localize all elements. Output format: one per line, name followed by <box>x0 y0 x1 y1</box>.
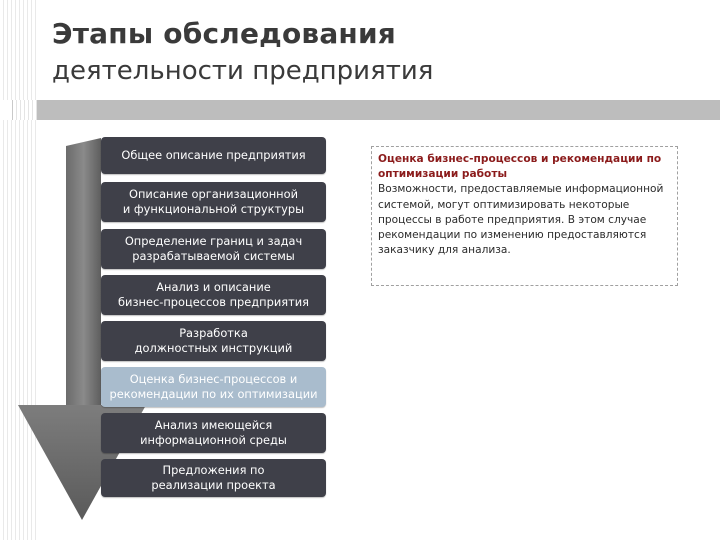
step-label: Общее описание предприятия <box>121 148 306 162</box>
page-subtitle: деятельности предприятия <box>52 56 434 86</box>
step-box-2 <box>101 182 326 222</box>
step-label: Анализ имеющейся информационной среды <box>140 418 287 447</box>
step-label: Оценка бизнес-процессов и рекомендации по их оптимизации <box>109 372 318 401</box>
step-label: Определение границ и задач разрабатываемой системы <box>124 234 303 263</box>
step-box-1 <box>101 137 326 174</box>
step-label: Предложения по реализации проекта <box>151 463 276 492</box>
step-box-8 <box>101 459 326 497</box>
info-body: Возможности, предоставляемые информационной системой, могут оптимизировать некоторые процессы в работе предприятия. В этом случае рекомендации по изменению предоставляются заказчику для анализа. <box>378 183 664 257</box>
step-label: Описание организационной и функциональной структуры <box>122 187 305 216</box>
page-title: Этапы обследования <box>52 17 396 50</box>
step-box-6 <box>101 367 326 407</box>
step-box-4 <box>101 275 326 315</box>
step-box-3 <box>101 229 326 269</box>
step-label: Разработка должностных инструкций <box>134 326 293 355</box>
step-label: Анализ и описание бизнес-процессов предприятия <box>118 280 309 309</box>
step-box-7 <box>101 413 326 453</box>
info-title: Оценка бизнес-процессов и рекомендации по оптимизации работы <box>378 153 662 181</box>
step-box-5 <box>101 321 326 361</box>
info-box <box>371 146 678 286</box>
